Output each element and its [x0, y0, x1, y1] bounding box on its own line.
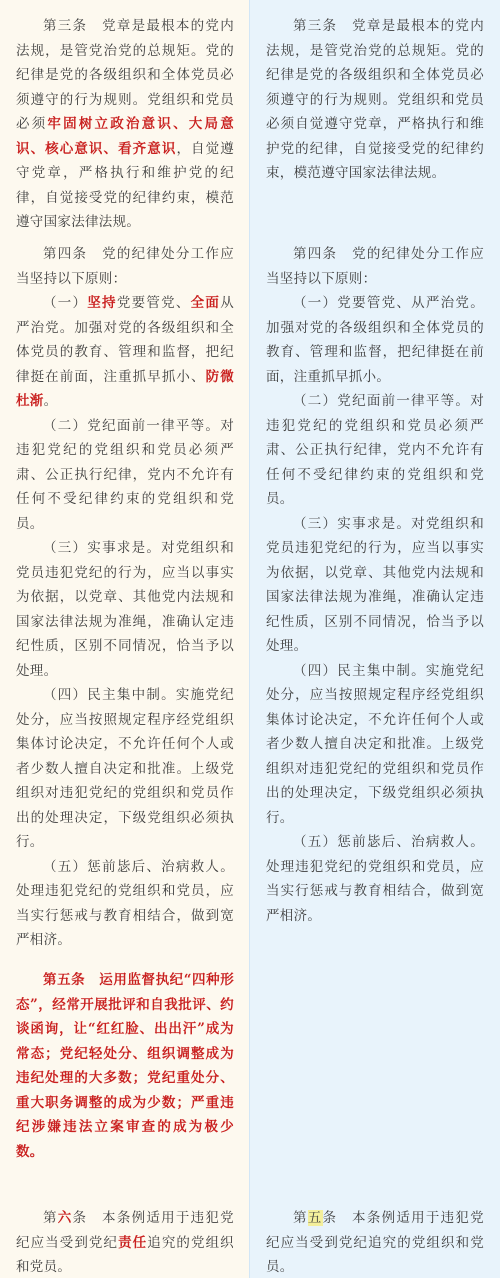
article-4-heading: 第四条 党的纪律处分工作应当坚持以下原则： — [16, 246, 234, 287]
article-4-item-3: （三）实事求是。对党组织和党员违犯党纪的行为，应当以事实为依据，以党章、其他党内法规和国家法律法规为准绳，准确认定违纪性质，区别不同情况，恰当予以处理。 — [266, 515, 484, 654]
left-column-new-version — [0, 0, 250, 1278]
article-4-item-1: （一）党要管党、从严治党。加强对党的各级组织和全体党员的教育、管理和监督，把纪律挺在前面，注重抓早抓小。 — [266, 295, 484, 385]
left-article-3 — [16, 14, 234, 235]
article-6-text: 追究的党组织和党员。 — [16, 1234, 234, 1275]
article-5-text: 第 — [293, 1210, 308, 1226]
article-4-item-5: （五）惩前毖后、治病救人。处理违犯党纪的党组织和党员，应当实行惩戒与教育相结合，做到宽严相济。 — [266, 834, 484, 924]
article-3-text-end: ，自觉遵守党章，严格执行和维护党的纪律，自觉接受党的纪律约束，模范遵守国家法律法规。 — [16, 140, 234, 230]
article-4-item-3: （三）实事求是。对党组织和党员违犯党纪的行为，应当以事实为依据，以党章、其他党内法规和国家法律法规为准绳，准确认定违纪性质，区别不同情况，恰当予以处理。 — [16, 540, 234, 679]
item-text: 从严治党。加强对党的各级组织和全体党员的教育、管理和监督，把纪律挺在前面，注重抓早抓小、 — [16, 295, 234, 385]
left-article-4 — [16, 242, 234, 953]
right-column-old-version — [250, 0, 500, 1278]
article-3-text: 第三条 党章是最根本的党内法规，是管党治党的总规矩。党的纪律是党的各级组织和全体党员必须遵守的行为规则。党组织和党员必须自觉遵守党章，严格执行和维护党的纪律，自觉接受党的纪律约束，模范遵守国家法律法规。 — [266, 18, 484, 181]
article-5-text: 条 本条例适用于违犯党纪应当受到党纪追究的党组织和党员。 — [266, 1210, 484, 1275]
emphasis-text: 责任 — [118, 1234, 148, 1251]
article-4-item-4: （四）民主集中制。实施党纪处分，应当按照规定程序经党组织集体讨论决定，不允许任何个人或者少数人擅自决定和批准。上级党组织对违犯党纪的党组织和党员作出的处理决定，下级党组织必须执行。 — [16, 687, 234, 850]
right-article-3 — [266, 14, 484, 186]
highlighted-text: 五 — [307, 1210, 323, 1226]
item-text: 。 — [43, 393, 58, 409]
left-article-5 — [16, 968, 234, 1164]
emphasis-text: 防微杜渐 — [16, 368, 234, 409]
article-6-text: 第 — [43, 1210, 58, 1226]
right-article-4 — [266, 242, 484, 928]
item-text: 党要管党、 — [116, 295, 191, 311]
article-4-item-5: （五）惩前毖后、治病救人。处理违犯党纪的党组织和党员，应当实行惩戒与教育相结合，做到宽严相济。 — [16, 858, 234, 948]
article-5-text: 第五条 运用监督执纪“四种形态”，经常开展批评和自我批评、约谈函询，让“红红脸、出出汗”成为常态；党纪轻处分、组织调整成为违纪处理的大多数；党纪重处分、重大职务调整的成为少数；严重违纪涉嫌违法立案审查的成为极少数。 — [16, 972, 234, 1160]
article-4-item-2: （二）党纪面前一律平等。对违犯党纪的党组织和党员必须严肃、公正执行纪律，党内不允许有任何不受纪律约束的党组织和党员。 — [266, 393, 484, 507]
article-4-item-2: （二）党纪面前一律平等。对违犯党纪的党组织和党员必须严肃、公正执行纪律，党内不允许有任何不受纪律约束的党组织和党员。 — [16, 417, 234, 532]
emphasis-text: 牢固树立政治意识、大局意识、核心意识、看齐意识 — [16, 116, 234, 157]
emphasis-text: 六 — [57, 1210, 73, 1226]
emphasis-text: 全面 — [190, 295, 221, 311]
right-article-5 — [266, 1206, 484, 1280]
article-4-heading: 第四条 党的纪律处分工作应当坚持以下原则： — [266, 246, 484, 287]
article-6-text: 条 本条例适用于违犯党纪应当受到党纪 — [16, 1210, 234, 1251]
article-3-text: 第三条 党章是最根本的党内法规，是管党治党的总规矩。党的纪律是党的各级组织和全体党员必须遵守的行为规则。党组织和党员必须 — [16, 18, 234, 132]
item-number: （一） — [43, 295, 88, 311]
article-4-item-4: （四）民主集中制。实施党纪处分，应当按照规定程序经党组织集体讨论决定，不允许任何个人或者少数人擅自决定和批准。上级党组织对违犯党纪的党组织和党员作出的处理决定，下级党组织必须执行。 — [266, 662, 484, 826]
article-4-item-1 — [16, 291, 234, 414]
left-article-6 — [16, 1206, 234, 1280]
emphasis-text: 坚持 — [87, 295, 117, 311]
